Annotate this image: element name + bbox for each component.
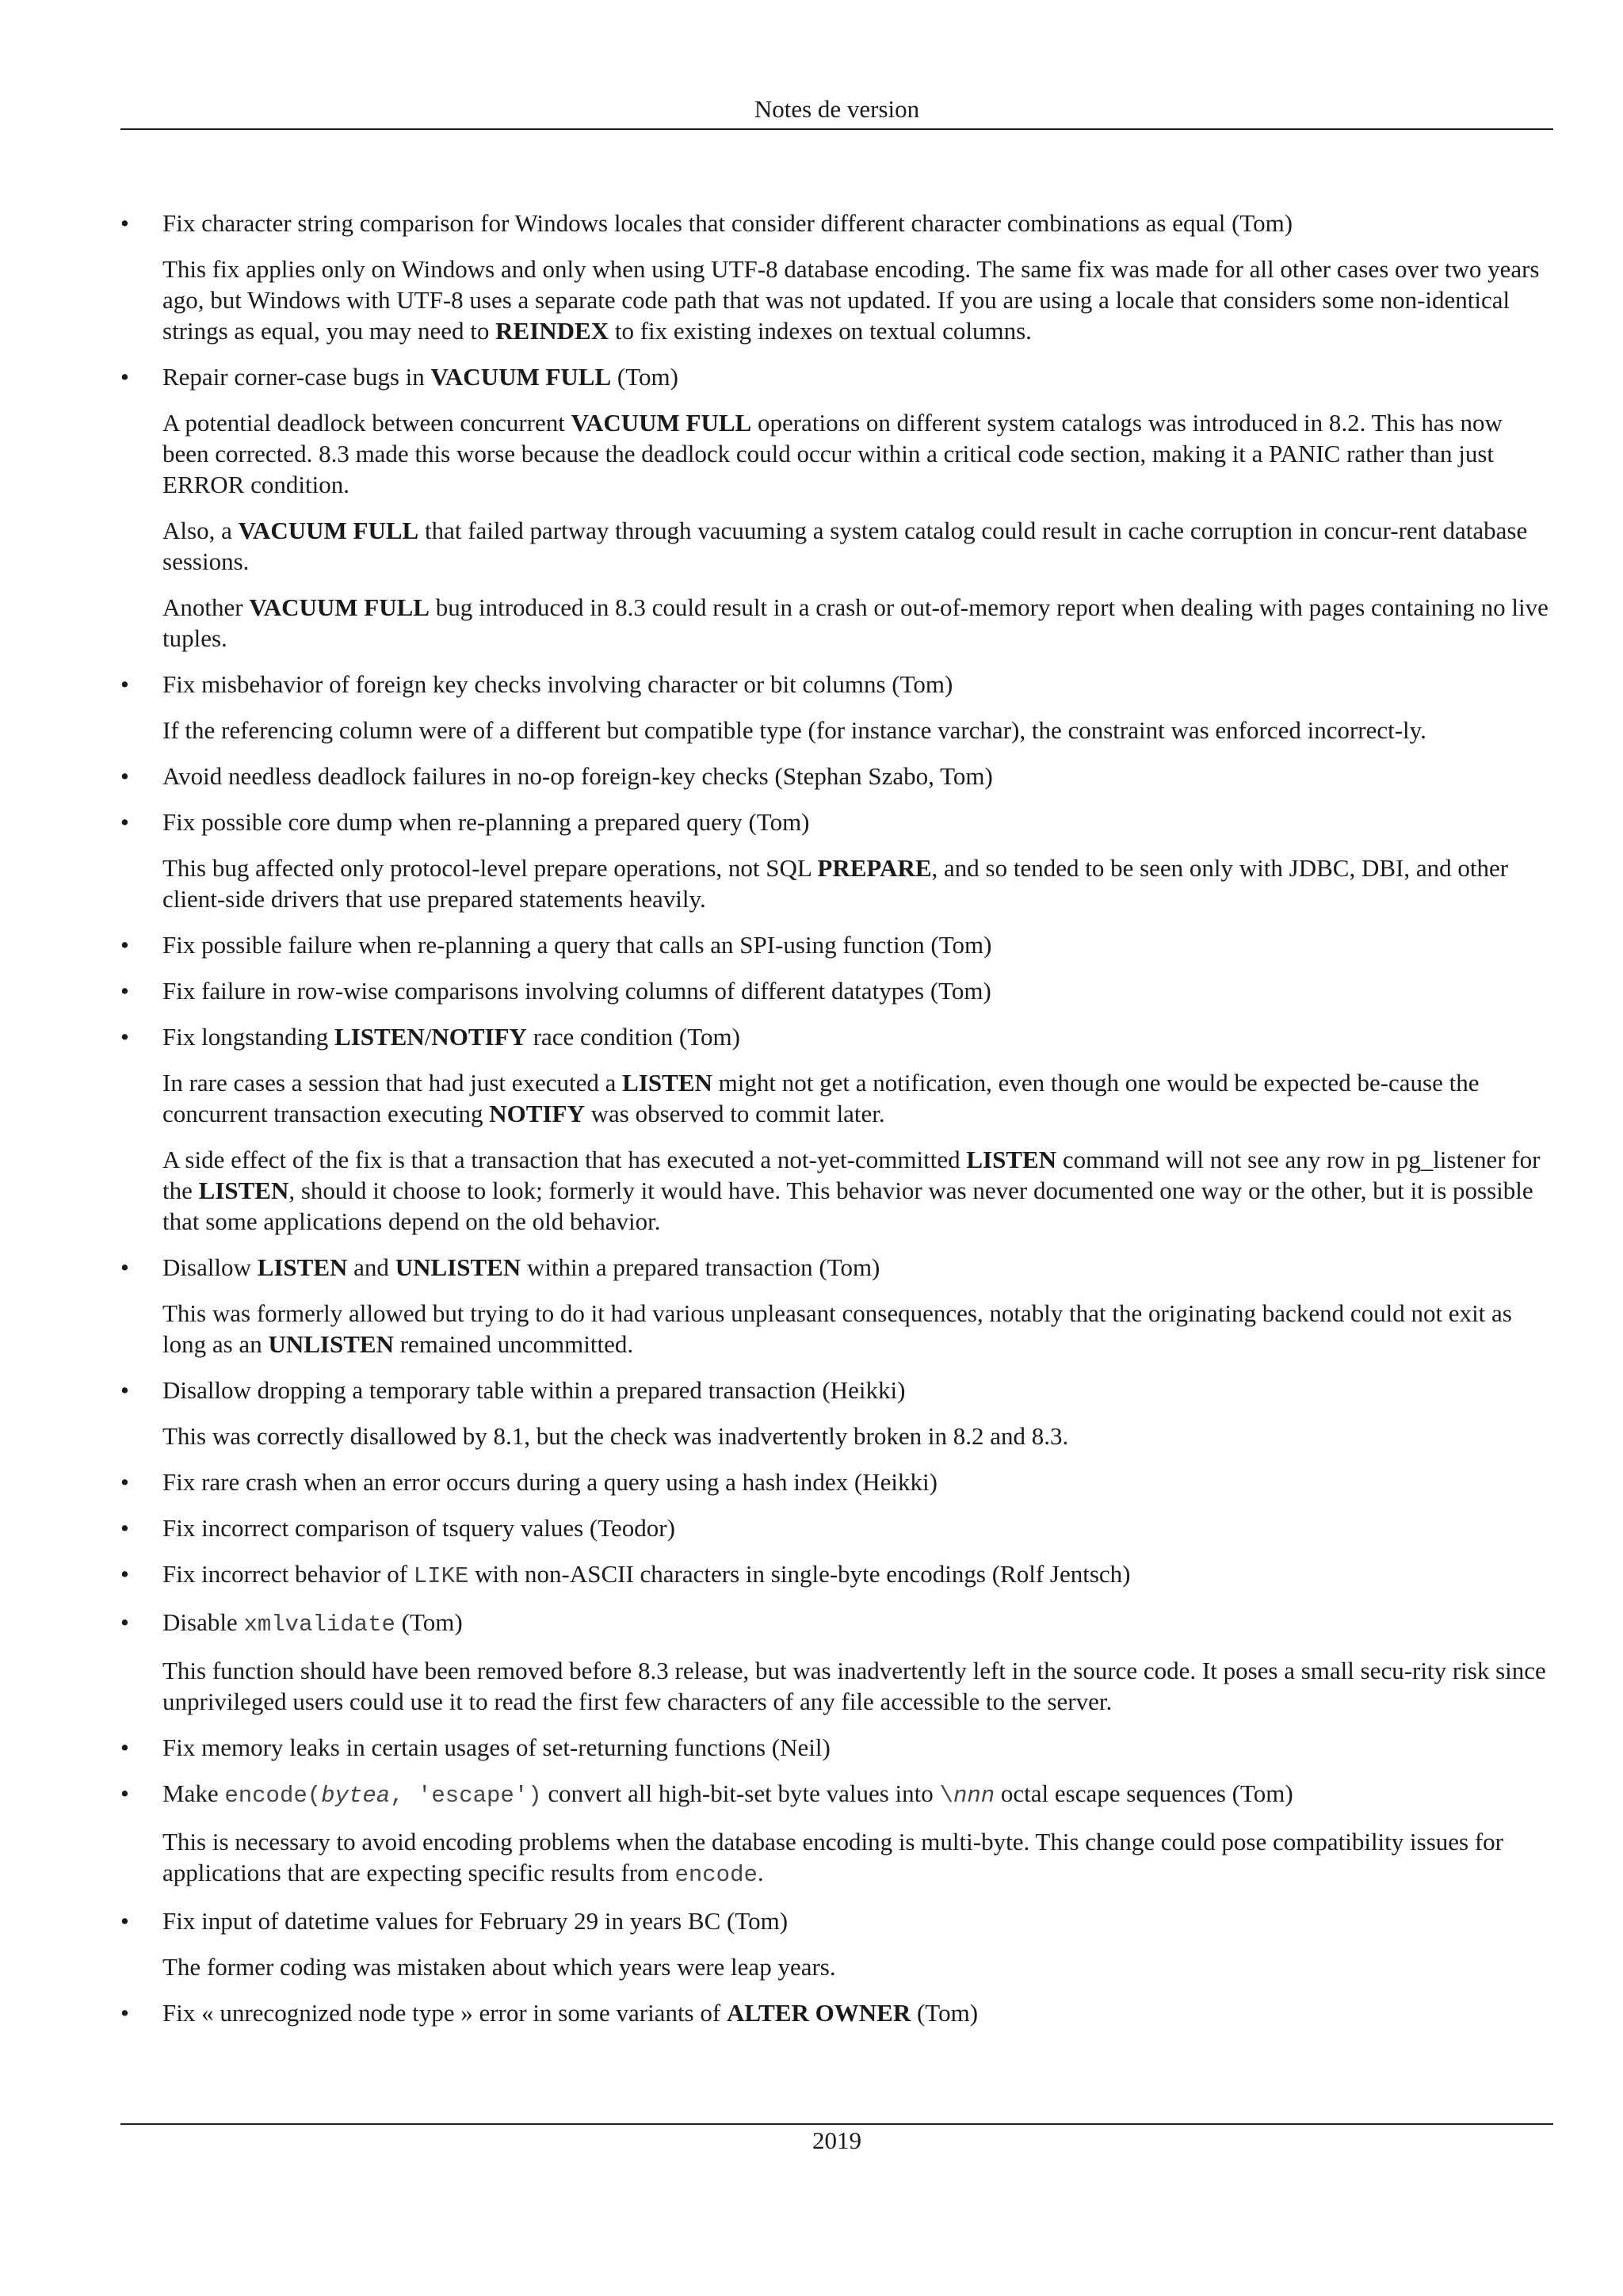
- text-run: Repair corner-case bugs in: [162, 363, 431, 391]
- release-note-detail: [162, 254, 1553, 346]
- bullet-icon: •: [120, 931, 129, 959]
- bullet-icon: •: [120, 1023, 129, 1051]
- release-note-title: [162, 1375, 1553, 1405]
- bullet-icon: •: [120, 1253, 129, 1281]
- release-note-item: [120, 1558, 1553, 1592]
- release-note-item: [120, 1732, 1553, 1763]
- release-note-item: [120, 1997, 1553, 2028]
- release-note-title: [162, 761, 1553, 791]
- text-run: operations on different system catalogs was introduced in 8.2. This has now been corrected. 8.3 made this worse because the deadlock could occur within a critical code section, making it a PANIC rather than just ERROR condition.: [162, 409, 1503, 498]
- code-term: \: [939, 1783, 953, 1809]
- release-note-detail: [162, 1144, 1553, 1237]
- text-run: (Tom): [911, 1999, 979, 2027]
- release-note-detail: [162, 515, 1553, 577]
- release-note-detail: [162, 1421, 1553, 1451]
- text-run: Another: [162, 593, 250, 621]
- text-run: race condition (Tom): [526, 1023, 740, 1051]
- text-run: might not get a notification, even though one would be expected be-cause the concurrent transaction executing: [162, 1069, 1480, 1127]
- text-run: convert all high-bit-set byte values into: [541, 1779, 940, 1807]
- text-run: Disable: [162, 1608, 244, 1636]
- release-note-title: [162, 1466, 1553, 1497]
- release-note-title: [162, 669, 1553, 700]
- bold-term: LISTEN: [257, 1253, 348, 1281]
- release-note-title: [162, 929, 1553, 960]
- text-run: This was correctly disallowed by 8.1, but the check was inadvertently broken in 8.2 and 8.3.: [162, 1422, 1069, 1450]
- release-note-title: [162, 1021, 1553, 1052]
- text-run: In rare cases a session that had just executed a: [162, 1069, 623, 1097]
- text-run: .: [757, 1859, 764, 1886]
- text-run: This is necessary to avoid encoding problems when the database encoding is multi-byte. This change could pose compatibility issues for applications that are expecting specific results from: [162, 1828, 1503, 1886]
- code-placeholder: bytea: [321, 1783, 391, 1809]
- text-run: This was formerly allowed but trying to do it had various unpleasant consequences, notably that the originating backend could not exit as long as an: [162, 1299, 1512, 1358]
- release-note-item: [120, 1021, 1553, 1237]
- release-note-item: [120, 1252, 1553, 1360]
- page-header: Notes de version: [754, 95, 920, 123]
- text-run: Fix memory leaks in certain usages of set-returning functions (Neil): [162, 1733, 831, 1761]
- bold-term: VACUUM FULL: [238, 517, 419, 544]
- text-run: Disallow: [162, 1253, 258, 1281]
- bold-term: LISTEN: [622, 1069, 712, 1097]
- release-note-title: [162, 1905, 1553, 1936]
- release-note-item: [120, 975, 1553, 1006]
- bold-term: VACUUM FULL: [430, 363, 612, 391]
- release-note-item: [120, 1905, 1553, 1982]
- bullet-icon: •: [120, 209, 129, 237]
- code-term: encode: [674, 1862, 758, 1888]
- bold-term: UNLISTEN: [395, 1253, 521, 1281]
- release-note-title: [162, 1558, 1553, 1592]
- release-note-item: [120, 669, 1553, 746]
- release-notes-list: [120, 208, 1553, 2043]
- release-note-item: [120, 929, 1553, 960]
- bold-term: VACUUM FULL: [571, 409, 752, 437]
- bold-term: NOTIFY: [431, 1023, 527, 1051]
- bullet-icon: •: [120, 1468, 129, 1496]
- text-run: A potential deadlock between concurrent: [162, 409, 571, 437]
- text-run: to fix existing indexes on textual columns.: [609, 317, 1032, 345]
- text-run: within a prepared transaction (Tom): [521, 1253, 880, 1281]
- release-note-item: [120, 807, 1553, 914]
- text-run: and: [347, 1253, 395, 1281]
- release-note-title: [162, 975, 1553, 1006]
- text-run: Fix misbehavior of foreign key checks involving character or bit columns (Tom): [162, 670, 953, 698]
- text-run: (Tom): [611, 363, 678, 391]
- text-run: remained uncommitted.: [393, 1330, 634, 1358]
- text-run: Avoid needless deadlock failures in no-op foreign-key checks (Stephan Szabo, Tom): [162, 762, 993, 790]
- text-run: Fix « unrecognized node type » error in some variants of: [162, 1999, 727, 2027]
- code-term: encode(: [224, 1783, 322, 1809]
- release-note-detail: [162, 1655, 1553, 1717]
- bullet-icon: •: [120, 363, 129, 391]
- release-note-item: [120, 1512, 1553, 1543]
- release-note-detail: [162, 1067, 1553, 1129]
- page-number: 2019: [812, 2126, 861, 2154]
- release-note-title: [162, 1512, 1553, 1543]
- code-term: , 'escape'): [390, 1783, 542, 1809]
- text-run: Make: [162, 1779, 225, 1807]
- bullet-icon: •: [120, 1999, 129, 2027]
- release-note-item: [120, 1778, 1553, 1890]
- bullet-icon: •: [120, 1907, 129, 1935]
- text-run: command will not see any row in pg_listener for the: [162, 1146, 1541, 1204]
- release-note-title: [162, 807, 1553, 837]
- bold-term: LISTEN: [198, 1177, 289, 1204]
- text-run: This fix applies only on Windows and only when using UTF-8 database encoding. The same fix was made for all other cases over two years ago, but Windows with UTF-8 uses a separate code path that was not updated. If you are using a locale that considers some non-identical strings as equal, you may need to: [162, 255, 1540, 345]
- text-run: Fix possible failure when re-planning a query that calls an SPI-using function (Tom): [162, 931, 992, 959]
- release-note-detail: [162, 592, 1553, 654]
- text-run: /: [424, 1023, 432, 1051]
- bold-term: LISTEN: [966, 1146, 1057, 1173]
- text-run: Fix possible core dump when re-planning a prepared query (Tom): [162, 808, 810, 836]
- text-run: , should it choose to look; formerly it would have. This behavior was never documented one way or the other, but it is possible that some applications depend on the old behavior.: [162, 1177, 1533, 1235]
- text-run: (Tom): [395, 1608, 463, 1636]
- text-run: Fix input of datetime values for February 29 in years BC (Tom): [162, 1907, 789, 1935]
- bullet-icon: •: [120, 1608, 129, 1636]
- bold-term: UNLISTEN: [268, 1330, 394, 1358]
- header-rule: [120, 128, 1553, 130]
- text-run: , and so tended to be seen only with JDBC, DBI, and other client-side drivers that use prepared statements heavily.: [162, 854, 1509, 913]
- bullet-icon: •: [120, 1376, 129, 1404]
- text-run: bug introduced in 8.3 could result in a crash or out-of-memory report when dealing with pages containing no live tuples.: [162, 593, 1549, 652]
- text-run: with non-ASCII characters in single-byte encodings (Rolf Jentsch): [468, 1560, 1131, 1588]
- text-run: was observed to commit later.: [584, 1100, 885, 1127]
- text-run: Fix incorrect comparison of tsquery values (Teodor): [162, 1514, 675, 1542]
- release-note-item: [120, 1466, 1553, 1497]
- text-run: Fix rare crash when an error occurs during a query using a hash index (Heikki): [162, 1468, 938, 1496]
- text-run: octal escape sequences (Tom): [995, 1779, 1293, 1807]
- release-note-title: [162, 361, 1553, 392]
- code-placeholder: nnn: [953, 1783, 995, 1809]
- release-note-title: [162, 1732, 1553, 1763]
- release-note-item: [120, 208, 1553, 346]
- bullet-icon: •: [120, 808, 129, 836]
- bullet-icon: •: [120, 1733, 129, 1761]
- release-note-detail: [162, 715, 1553, 746]
- release-note-title: [162, 1607, 1553, 1640]
- text-run: If the referencing column were of a different but compatible type (for instance varchar), the constraint was enforced incorrect-ly.: [162, 716, 1426, 744]
- text-run: The former coding was mistaken about which years were leap years.: [162, 1953, 836, 1981]
- bullet-icon: •: [120, 1779, 129, 1807]
- text-run: Also, a: [162, 517, 239, 544]
- release-note-detail: [162, 407, 1553, 500]
- release-note-item: [120, 361, 1553, 654]
- text-run: that failed partway through vacuuming a system catalog could result in cache corruption in concur-rent database sessions.: [162, 517, 1528, 575]
- release-note-title: [162, 1252, 1553, 1283]
- code-term: xmlvalidate: [243, 1611, 395, 1638]
- bullet-icon: •: [120, 977, 129, 1005]
- release-note-item: [120, 1375, 1553, 1451]
- release-note-detail: [162, 1951, 1553, 1982]
- text-run: This bug affected only protocol-level prepare operations, not SQL: [162, 854, 818, 882]
- release-note-detail: [162, 852, 1553, 914]
- release-note-title: [162, 1778, 1553, 1811]
- bullet-icon: •: [120, 1514, 129, 1542]
- release-note-detail: [162, 1826, 1553, 1890]
- text-run: Fix incorrect behavior of: [162, 1560, 414, 1588]
- text-run: A side effect of the fix is that a transaction that has executed a not-yet-committed: [162, 1146, 967, 1173]
- text-run: This function should have been removed before 8.3 release, but was inadvertently left in the source code. It poses a small secu-rity risk since unprivileged users could use it to read the first few characters of any file accessible to the server.: [162, 1657, 1546, 1715]
- release-note-title: [162, 1997, 1553, 2028]
- release-note-detail: [162, 1298, 1553, 1360]
- release-note-title: [162, 208, 1553, 238]
- text-run: Fix character string comparison for Windows locales that consider different character combinations as equal (Tom): [162, 209, 1293, 237]
- text-run: Fix longstanding: [162, 1023, 335, 1051]
- code-term: LIKE: [413, 1563, 469, 1589]
- bold-term: PREPARE: [817, 854, 932, 882]
- release-note-item: [120, 761, 1553, 791]
- bold-term: REINDEX: [495, 317, 609, 345]
- bold-term: NOTIFY: [489, 1100, 585, 1127]
- text-run: Disallow dropping a temporary table within a prepared transaction (Heikki): [162, 1376, 906, 1404]
- bullet-icon: •: [120, 670, 129, 698]
- release-note-item: [120, 1607, 1553, 1717]
- bold-term: LISTEN: [334, 1023, 425, 1051]
- bold-term: VACUUM FULL: [249, 593, 430, 621]
- bullet-icon: •: [120, 762, 129, 790]
- bold-term: ALTER OWNER: [726, 1999, 911, 2027]
- text-run: Fix failure in row-wise comparisons involving columns of different datatypes (Tom): [162, 977, 991, 1005]
- bullet-icon: •: [120, 1560, 129, 1588]
